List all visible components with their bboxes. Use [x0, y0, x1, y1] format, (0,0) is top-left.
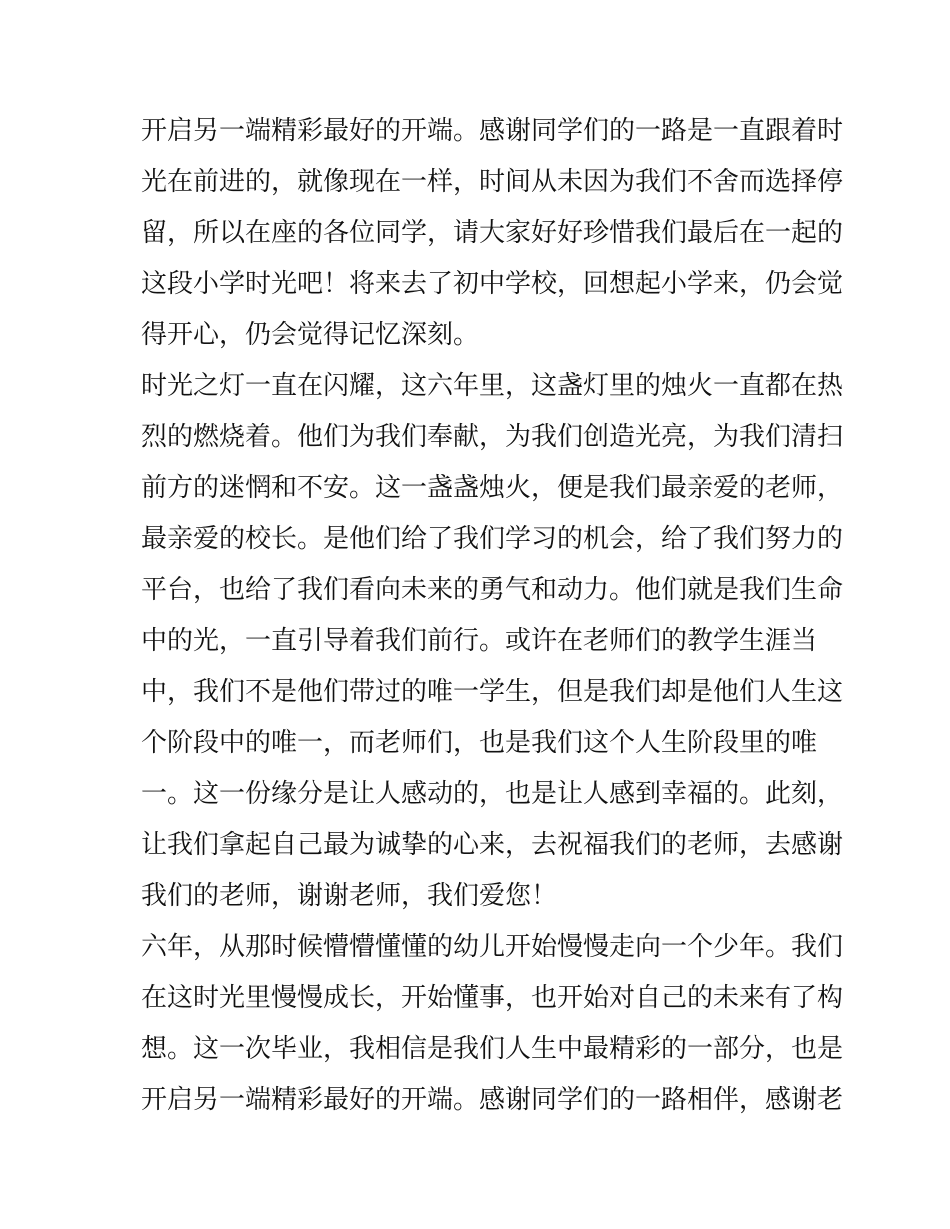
text-line: 光在前进的，就像现在一样，时间从未因为我们不舍而选择停 — [141, 167, 844, 197]
document-body — [141, 106, 844, 1126]
text-line: 中，我们不是他们带过的唯一学生，但是我们却是他们人生这 — [141, 677, 844, 707]
text-line: 开启另一端精彩最好的开端。感谢同学们的一路相伴，感谢老 — [141, 1085, 844, 1115]
text-line: 中的光，一直引导着我们前行。或许在老师们的教学生涯当 — [141, 626, 818, 656]
text-line: 我们的老师，谢谢老师，我们爱您！ — [141, 881, 558, 911]
text-line: 时光之灯一直在闪耀，这六年里，这盏灯里的烛火一直都在热 — [141, 371, 844, 401]
text-line: 让我们拿起自己最为诚挚的心来，去祝福我们的老师，去感谢 — [141, 830, 844, 860]
text-line: 开启另一端精彩最好的开端。感谢同学们的一路是一直跟着时 — [141, 116, 844, 146]
text-line: 得开心，仍会觉得记忆深刻。 — [141, 320, 480, 350]
text-line: 这段小学时光吧！将来去了初中学校，回想起小学来，仍会觉 — [141, 269, 844, 299]
text-line: 一。这一份缘分是让人感动的，也是让人感到幸福的。此刻， — [141, 779, 844, 809]
text-line: 最亲爱的校长。是他们给了我们学习的机会，给了我们努力的 — [141, 524, 844, 554]
text-line: 想。这一次毕业，我相信是我们人生中最精彩的一部分，也是 — [141, 1034, 844, 1064]
text-line: 六年，从那时候懵懵懂懂的幼儿开始慢慢走向一个少年。我们 — [141, 932, 844, 962]
text-line: 在这时光里慢慢成长，开始懂事，也开始对自己的未来有了构 — [141, 983, 844, 1013]
text-line: 烈的燃烧着。他们为我们奉献，为我们创造光亮，为我们清扫 — [141, 422, 844, 452]
text-line: 前方的迷惘和不安。这一盏盏烛火，便是我们最亲爱的老师， — [141, 473, 844, 503]
text-line: 个阶段中的唯一，而老师们，也是我们这个人生阶段里的唯 — [141, 728, 818, 758]
text-line: 平台，也给了我们看向未来的勇气和动力。他们就是我们生命 — [141, 575, 844, 605]
text-line: 留，所以在座的各位同学，请大家好好珍惜我们最后在一起的 — [141, 218, 844, 248]
